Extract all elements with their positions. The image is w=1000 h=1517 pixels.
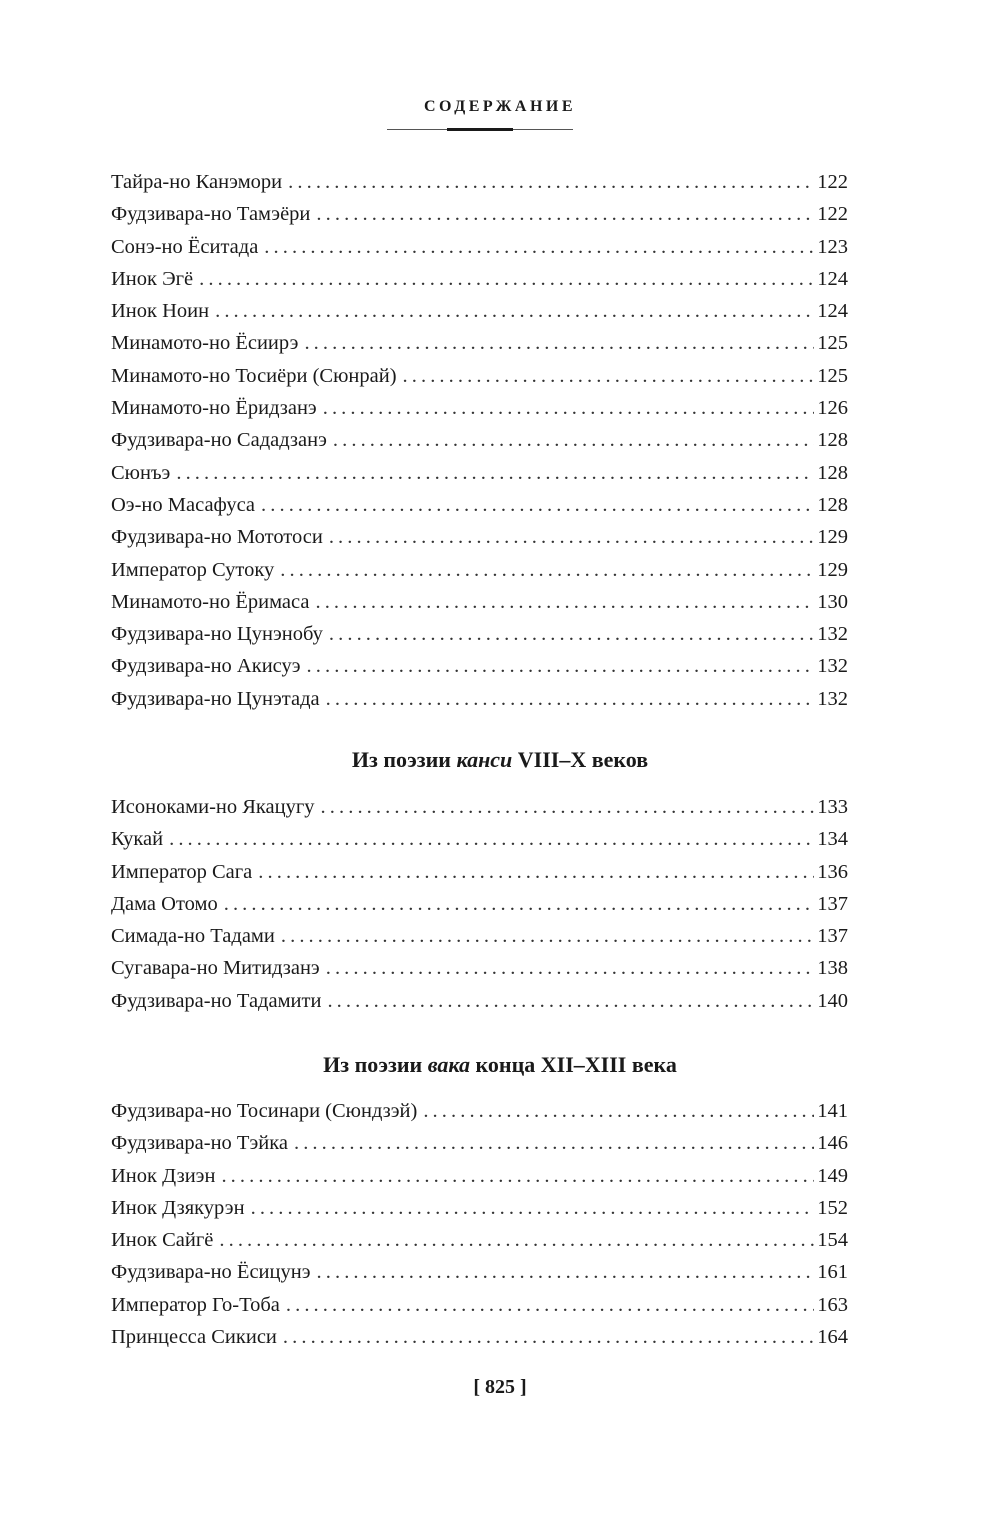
toc-entry-name: Фудзивара-но Сададзанэ bbox=[111, 429, 327, 452]
toc-entry-name: Сугавара-но Митидзанэ bbox=[111, 957, 320, 980]
toc-entry-page: 129 bbox=[817, 558, 848, 581]
toc-entry-page: 163 bbox=[817, 1293, 848, 1316]
toc-entry-name: Фудзивара-но Тамэёри bbox=[111, 203, 311, 226]
toc-leader-dots bbox=[224, 888, 815, 920]
toc-leader-dots bbox=[280, 554, 814, 586]
section-heading-suffix: конца XII–XIII века bbox=[470, 1052, 677, 1077]
toc-leader-dots bbox=[283, 1321, 814, 1353]
toc-entry-name: Минамото-но Ёсиирэ bbox=[111, 332, 299, 355]
toc-entry-page: 152 bbox=[817, 1196, 848, 1219]
toc-entry-page: 132 bbox=[817, 687, 848, 710]
toc-entry bbox=[111, 1256, 848, 1288]
toc-entry-page: 122 bbox=[817, 203, 848, 226]
section-heading-kansi bbox=[0, 747, 1000, 773]
toc-leader-dots bbox=[333, 424, 814, 456]
toc-entry bbox=[111, 683, 848, 715]
toc-entry-name: Фудзивара-но Тосинари (Сюндзэй) bbox=[111, 1100, 418, 1122]
toc-entry-page: 125 bbox=[817, 364, 848, 387]
toc-entry bbox=[111, 618, 848, 650]
toc-leader-dots bbox=[286, 1289, 814, 1321]
toc-entry-page: 137 bbox=[817, 892, 848, 915]
toc-entry bbox=[111, 424, 848, 456]
toc-entry bbox=[111, 1224, 848, 1256]
toc-entry bbox=[111, 1321, 848, 1353]
toc-entry-name: Инок Дзякурэн bbox=[111, 1196, 245, 1219]
toc-leader-dots bbox=[326, 683, 815, 715]
toc-entry-name: Сонэ-но Ёситада bbox=[111, 235, 259, 258]
toc-entry bbox=[111, 457, 848, 489]
toc-entry-name: Кукай bbox=[111, 828, 164, 851]
toc-leader-dots bbox=[307, 650, 815, 682]
toc-leader-dots bbox=[316, 198, 814, 230]
toc-leader-dots bbox=[315, 586, 814, 618]
toc-entry bbox=[111, 295, 848, 327]
toc-entry-page: 124 bbox=[817, 267, 848, 290]
toc-entry-name: Симада-но Тадами bbox=[111, 925, 275, 948]
toc-leader-dots bbox=[329, 618, 814, 650]
toc-entry-name: Фудзивара-но Цунэтада bbox=[111, 687, 320, 710]
toc-entry-name: Исоноками-но Якацугу bbox=[111, 796, 315, 818]
section-heading-italic: канси bbox=[456, 747, 513, 772]
toc-entry bbox=[111, 650, 848, 682]
toc-entry-name: Император Сага bbox=[111, 860, 253, 883]
toc-entry bbox=[111, 1289, 848, 1321]
toc-leader-dots bbox=[261, 489, 814, 521]
toc-entry-name: Инок Эгё bbox=[111, 267, 194, 290]
toc-entry-name: Минамото-но Ёридзанэ bbox=[111, 397, 317, 420]
toc-entry bbox=[111, 888, 848, 920]
toc-leader-dots bbox=[403, 360, 815, 392]
toc-entry-name: Император Го-Тоба bbox=[111, 1293, 280, 1316]
toc-entry bbox=[111, 198, 848, 230]
toc-entry-name: Оэ-но Масафуса bbox=[111, 493, 256, 516]
toc-leader-dots bbox=[199, 263, 814, 295]
toc-entry-name: Инок Ноин bbox=[111, 300, 210, 323]
toc-entry-page: 138 bbox=[817, 957, 848, 980]
toc-entry-page: 125 bbox=[817, 332, 848, 355]
toc-entry-name: Фудзивара-но Тэйка bbox=[111, 1132, 288, 1155]
toc-leader-dots bbox=[251, 1192, 815, 1224]
toc-entry bbox=[111, 231, 848, 263]
section-heading-suffix: VIII–X веков bbox=[512, 747, 649, 772]
section-heading-prefix: Из поэзии bbox=[323, 1052, 428, 1077]
toc-entry bbox=[111, 489, 848, 521]
toc-entry-page: 133 bbox=[817, 796, 848, 818]
toc-entry-page: 126 bbox=[817, 397, 848, 420]
toc-entry bbox=[111, 856, 848, 888]
toc-entry-page: 128 bbox=[817, 493, 848, 516]
toc-leader-dots bbox=[321, 791, 815, 823]
toc-leader-dots bbox=[326, 952, 815, 984]
toc-entry bbox=[111, 952, 848, 984]
toc-leader-dots bbox=[323, 392, 815, 424]
toc-entry bbox=[111, 1095, 848, 1127]
toc-entry bbox=[111, 166, 848, 198]
toc-leader-dots bbox=[264, 231, 814, 263]
toc-leader-dots bbox=[215, 295, 814, 327]
toc-entry-page: 130 bbox=[817, 590, 848, 613]
toc-entry-page: 128 bbox=[817, 429, 848, 452]
toc-entry-name: Сюнъэ bbox=[111, 461, 171, 484]
header-title: СОДЕРЖАНИЕ bbox=[423, 98, 577, 115]
toc-list-3 bbox=[111, 1095, 848, 1353]
toc-entry bbox=[111, 823, 848, 855]
toc-leader-dots bbox=[329, 521, 814, 553]
toc-entry bbox=[111, 327, 848, 359]
toc-entry-page: 164 bbox=[817, 1326, 848, 1349]
toc-entry-page: 123 bbox=[817, 235, 848, 258]
toc-entry-name: Дама Отомо bbox=[111, 892, 218, 915]
toc-entry-name: Минамото-но Ёримаса bbox=[111, 590, 310, 613]
toc-list-2 bbox=[111, 791, 848, 1017]
toc-entry-page: 136 bbox=[817, 860, 848, 883]
toc-entry-name: Фудзивара-но Цунэнобу bbox=[111, 623, 323, 646]
toc-entry-page: 161 bbox=[817, 1261, 848, 1284]
toc-list-1 bbox=[111, 166, 848, 715]
toc-entry-page: 149 bbox=[817, 1164, 848, 1187]
toc-entry-name: Инок Дзиэн bbox=[111, 1164, 216, 1187]
toc-entry-page: 140 bbox=[817, 989, 848, 1012]
toc-entry-name: Минамото-но Тосиёри (Сюнрай) bbox=[111, 364, 397, 387]
toc-entry-name: Принцесса Сикиси bbox=[111, 1326, 277, 1349]
toc-entry-page: 134 bbox=[817, 828, 848, 851]
toc-leader-dots bbox=[176, 457, 814, 489]
toc-entry-name: Фудзивара-но Мототоси bbox=[111, 526, 323, 549]
toc-entry-page: 129 bbox=[817, 526, 848, 549]
running-header bbox=[0, 98, 1000, 116]
toc-entry-name: Фудзивара-но Акисуэ bbox=[111, 655, 301, 678]
toc-entry bbox=[111, 263, 848, 295]
toc-leader-dots bbox=[423, 1095, 814, 1127]
section-heading-waka bbox=[0, 1052, 1000, 1078]
toc-leader-dots bbox=[281, 920, 814, 952]
toc-entry bbox=[111, 1127, 848, 1159]
toc-leader-dots bbox=[317, 1256, 815, 1288]
toc-entry-page: 124 bbox=[817, 300, 848, 323]
page-number: [ 825 ] bbox=[473, 1376, 527, 1398]
toc-leader-dots bbox=[221, 1160, 814, 1192]
toc-entry-page: 137 bbox=[817, 925, 848, 948]
toc-entry-page: 122 bbox=[817, 171, 848, 193]
toc-entry bbox=[111, 985, 848, 1017]
toc-entry bbox=[111, 521, 848, 553]
section-heading-prefix: Из поэзии bbox=[351, 747, 457, 772]
toc-leader-dots bbox=[294, 1127, 814, 1159]
toc-entry-page: 132 bbox=[817, 623, 848, 646]
toc-entry-name: Фудзивара-но Ёсицунэ bbox=[111, 1261, 311, 1284]
section-heading-italic: вака bbox=[427, 1052, 471, 1077]
toc-entry-name: Фудзивара-но Тадамити bbox=[111, 989, 322, 1012]
toc-entry bbox=[111, 1160, 848, 1192]
toc-entry bbox=[111, 586, 848, 618]
header-rule-accent bbox=[447, 128, 513, 131]
toc-entry bbox=[111, 554, 848, 586]
toc-entry bbox=[111, 392, 848, 424]
toc-entry-page: 128 bbox=[817, 461, 848, 484]
toc-leader-dots bbox=[258, 856, 814, 888]
toc-entry-page: 154 bbox=[817, 1229, 848, 1252]
toc-entry-name: Инок Сайгё bbox=[111, 1229, 214, 1252]
toc-entry-name: Император Сутоку bbox=[111, 558, 275, 581]
toc-leader-dots bbox=[169, 823, 814, 855]
toc-entry-page: 132 bbox=[817, 655, 848, 678]
toc-entry bbox=[111, 920, 848, 952]
toc-leader-dots bbox=[219, 1224, 814, 1256]
toc-leader-dots bbox=[288, 166, 814, 198]
toc-leader-dots bbox=[304, 327, 814, 359]
toc-entry bbox=[111, 791, 848, 823]
toc-entry-page: 146 bbox=[817, 1132, 848, 1155]
toc-entry bbox=[111, 360, 848, 392]
toc-leader-dots bbox=[327, 985, 814, 1017]
toc-entry bbox=[111, 1192, 848, 1224]
toc-entry-name: Тайра-но Канэмори bbox=[111, 171, 283, 193]
toc-entry-page: 141 bbox=[817, 1100, 848, 1122]
